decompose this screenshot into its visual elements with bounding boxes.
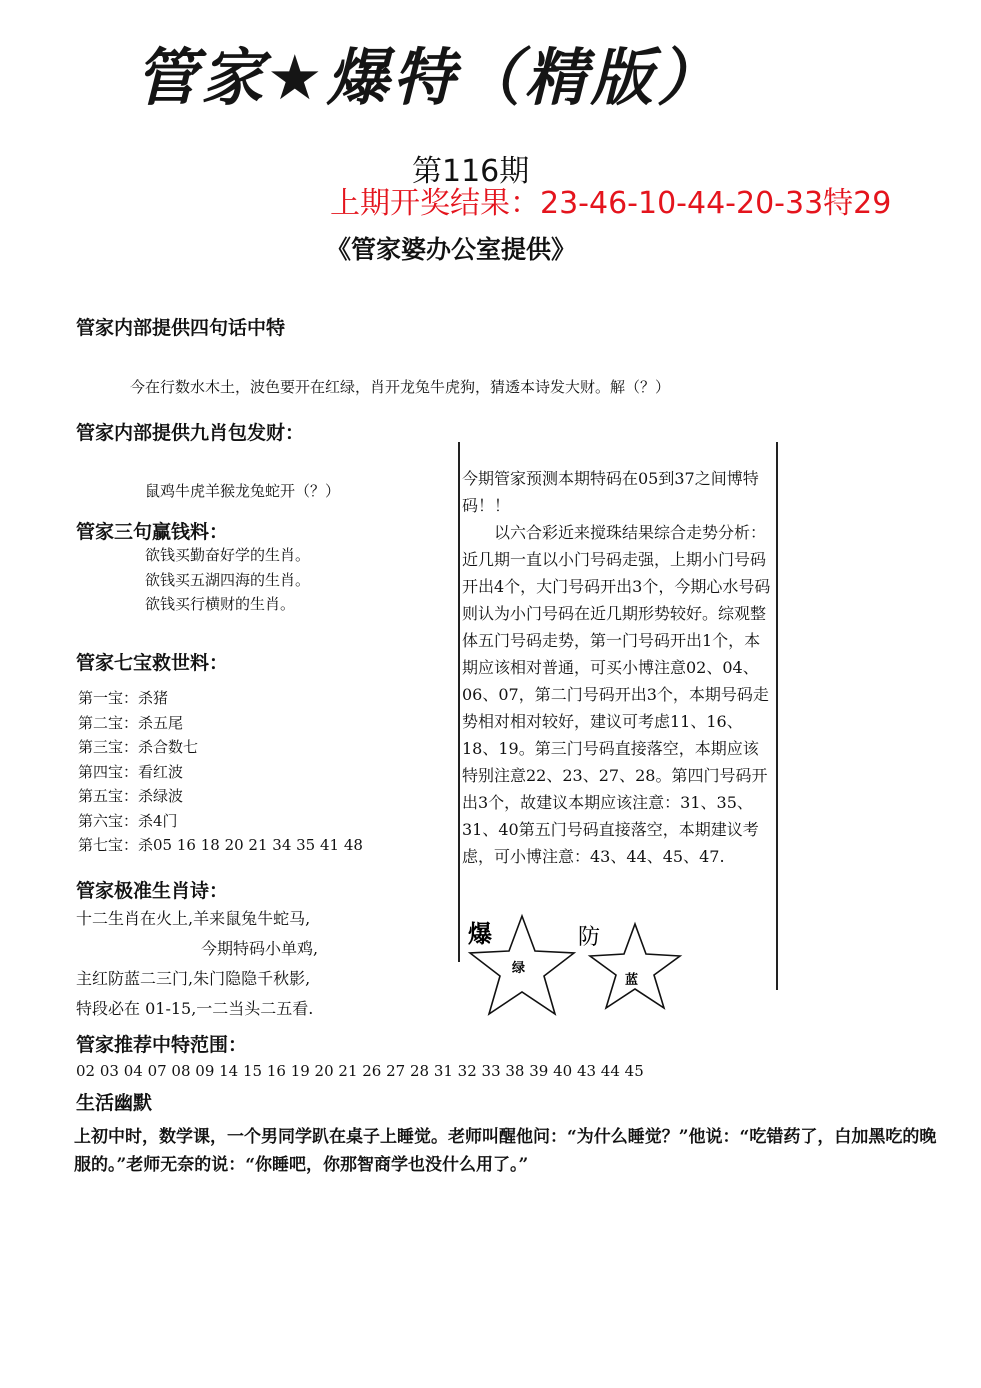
right-star-text: 蓝 [625, 973, 639, 988]
three-sentence-heading: 管家三句赢钱料： [76, 521, 229, 543]
analysis-intro: 今期管家预测本期特码在05到37之间博特码！！ [462, 469, 759, 515]
left-star-label: 爆 [468, 919, 492, 948]
humor-text: 上初中时，数学课，一个男同学趴在桌子上睡觉。老师叫醒他问：“为什么睡觉？”他说：“吃错药了，白加黑吃的晚服的。”老师无奈的说：“你睡吧，你那智商学也没什么用了。” [74, 1127, 937, 1175]
seven-treasures-list [78, 686, 363, 858]
seven-treasures-heading: 管家七宝救世料： [76, 652, 229, 674]
poem-line: 今期特码小单鸡, [201, 939, 319, 958]
three-sentence-line: 欲钱买五湖四海的生肖。 [145, 570, 311, 589]
range-heading: 管家推荐中特范围： [76, 1034, 248, 1056]
treasure-item: 第二宝：杀五尾 [78, 713, 184, 732]
zodiac-poem-heading: 管家极准生肖诗： [76, 880, 229, 902]
nine-zodiac-text: 鼠鸡牛虎羊猴龙兔蛇开（？） [145, 482, 341, 500]
treasure-item: 第一宝：杀猪 [78, 689, 169, 707]
analysis-body: 以六合彩近来搅珠结果综合走势分析：近几期一直以小门号码走强，上期小门号码开出4个，大门号码开出3个，今期心水号码则认为小门号码在近几期形势较好。综观整体五门号码走势，第一门号码开出1个，本期应该相对普通，可买小博注意02、04、06、07，第二门号码开出3个，本期号码走势相对相对较好，建议可考虑11、16、18、19。第三门号码直接落空，本期应该特别注意22、23、27、28。第四门号码开出3个，故建议本期应该注意：31、35、31、40第五门号码直接落空，本期建议考虑，可小博注意：43、44、45、47. [462, 523, 771, 866]
last-result: 上期开奖结果：23-46-10-44-20-33特29 [330, 186, 892, 221]
poem-line: 主红防蓝二三门,朱门隐隐千秋影, [76, 969, 311, 988]
treasure-item: 第六宝：杀4门 [78, 811, 178, 830]
divider-left [458, 442, 460, 962]
left-star-text: 绿 [512, 961, 526, 976]
nine-zodiac-heading: 管家内部提供九肖包发财： [76, 422, 305, 444]
right-star-label: 防 [578, 925, 601, 950]
analysis-column [462, 465, 772, 870]
three-sentence-line: 欲钱买勤奋好学的生肖。 [145, 546, 311, 564]
range-numbers: 02 03 04 07 08 09 14 15 16 19 20 21 26 27 28 31 32 33 38 39 40 43 44 45 [76, 1062, 644, 1080]
three-sentence-list [145, 543, 310, 617]
star-graphic [462, 912, 692, 1022]
poem-line: 特段必在 01-15,一二当头二五看. [76, 999, 314, 1018]
treasure-item: 第七宝：杀05 16 18 20 21 34 35 41 48 [78, 836, 363, 854]
poem-line: 十二生肖在火上,羊来鼠兔牛蛇马, [76, 909, 311, 928]
treasure-item: 第五宝：杀绿波 [78, 787, 184, 805]
right-star-icon [590, 924, 680, 1008]
issue-number: 第116期 [412, 154, 530, 189]
treasure-item: 第三宝：杀合数七 [78, 738, 199, 756]
treasure-item: 第四宝：看红波 [78, 762, 184, 781]
four-sentence-heading: 管家内部提供四句话中特 [76, 317, 286, 339]
three-sentence-line: 欲钱买行横财的生肖。 [145, 595, 296, 613]
provider-line: 《管家婆办公室提供》 [326, 235, 577, 264]
page-title: 管家★爆特（精版） [135, 41, 723, 114]
divider-right [776, 442, 778, 990]
humor-heading: 生活幽默 [76, 1092, 153, 1114]
four-sentence-text: 今在行数水木土，波色要开在红绿，肖开龙兔牛虎狗，猜透本诗发大财。解（？） [130, 378, 671, 396]
zodiac-poem [76, 904, 318, 1024]
